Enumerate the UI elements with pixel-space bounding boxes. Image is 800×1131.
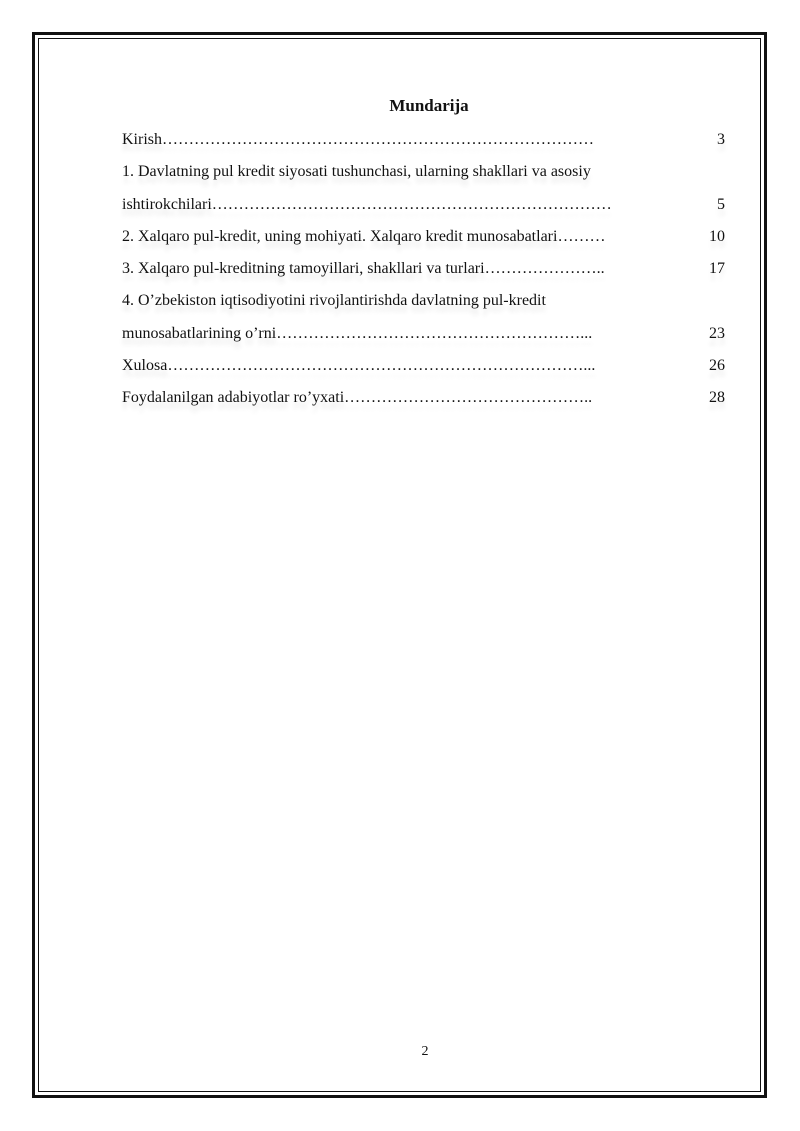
- toc-entry-text: 2. Xalqaro pul-kredit, uning mohiyati. Xalqaro kredit munosabatlari………: [122, 228, 606, 245]
- toc-entry-bibliography: [122, 386, 725, 410]
- toc-entry-text: ishtirokchilari…………………………………………………………………: [122, 196, 612, 213]
- toc-entry-text: Xulosa……………………………………………………………………...: [122, 357, 596, 374]
- toc-entry-chapter-2: [122, 225, 725, 249]
- toc-entry-text: 3. Xalqaro pul-kreditning tamoyillari, shakllari va turlari…………………..: [122, 260, 605, 277]
- toc-title: Mundarija: [389, 96, 469, 115]
- toc-entry-text: Foydalanilgan adabiyotlar ro’yxati………………………………………..: [122, 389, 593, 406]
- toc-entry-page: 28: [709, 389, 725, 406]
- toc-entry-xulosa: [122, 354, 725, 378]
- toc-entry-chapter-1-line-1: [122, 160, 725, 184]
- toc-entry-chapter-4-line-1: [122, 289, 725, 313]
- toc-entry-page: 23: [709, 325, 725, 342]
- toc-entry-text: 4. O’zbekiston iqtisodiyotini rivojlantirishda davlatning pul-kredit: [122, 292, 546, 309]
- toc-entry-text: 1. Davlatning pul kredit siyosati tushunchasi, ularning shakllari va asosiy: [122, 163, 591, 180]
- toc-entry-page: 26: [709, 357, 725, 374]
- page-number: 2: [421, 1044, 429, 1059]
- toc-entry-chapter-1-line-2: [122, 193, 725, 217]
- toc-entry-page: 17: [709, 260, 725, 277]
- toc-entry-page: 10: [709, 228, 725, 245]
- toc-entry-chapter-3: [122, 257, 725, 281]
- toc-entry-text: Kirish………………………………………………………………………: [122, 131, 594, 148]
- toc-entry-page: 3: [717, 131, 725, 148]
- toc-entry-chapter-4-line-2: [122, 322, 725, 346]
- toc-entry-kirish: [122, 128, 725, 152]
- toc-entry-text: munosabatlarining o’rni…………………………………………………...: [122, 325, 593, 342]
- toc-entry-page: 5: [717, 196, 725, 213]
